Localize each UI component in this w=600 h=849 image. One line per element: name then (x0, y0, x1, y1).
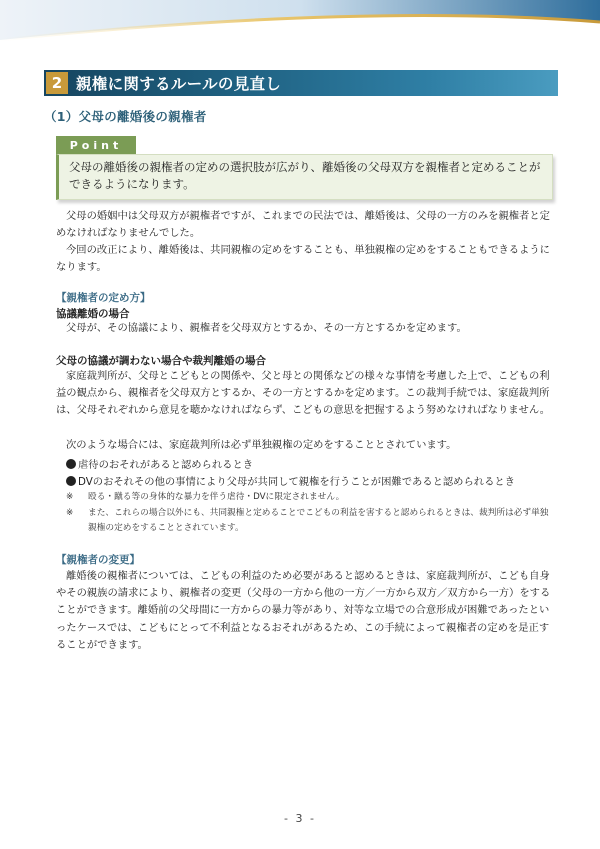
page-number: - 3 - (284, 812, 316, 825)
section-number-badge: 2 (46, 72, 68, 94)
intro-paragraph-2: 今回の改正により、離婚後は、共同親権の定めをすることも、単独親権の定めをすることもできるようになります。 (56, 244, 550, 274)
sole-custody-cases-intro: 次のような場合には、家庭裁判所は必ず単独親権の定めをすることとされています。 (66, 439, 457, 451)
intro-paragraph-1: 父母の婚姻中は父母双方が親権者ですが、これまでの民法では、離婚後は、父母の一方のみを親権者と定めなければなりませんでした。 (56, 210, 550, 240)
bullet-dot-icon (66, 459, 76, 469)
determination-heading: 【親権者の定め方】 (56, 292, 151, 304)
note-item: ※ 殴る・蹴る等の身体的な暴力を伴う虐待・DVに限定されません。 (66, 492, 345, 502)
subsection-title: （1）父母の離婚後の親権者 (44, 109, 207, 124)
change-heading: 【親権者の変更】 (56, 554, 140, 566)
court-divorce-title: 父母の協議が調わない場合や裁判離婚の場合 (56, 355, 266, 367)
agreement-divorce-text: 父母が、その協議により、親権者を父母双方とするか、その一方とするかを定めます。 (66, 322, 467, 334)
bullet-item: 虐待のおそれがあると認められるとき (66, 456, 253, 471)
point-label: Point (56, 136, 136, 154)
bullet-dot-icon (66, 476, 76, 486)
bullet-item: DVのおそれその他の事情により父母が共同して親権を行うことが困難であると認められるとき (66, 473, 515, 488)
agreement-divorce-title: 協議離婚の場合 (56, 308, 130, 320)
change-paragraph: 離婚後の親権者については、こどもの利益のため必要があると認めるときは、家庭裁判所が、こども自身やその親族の請求により、親権者の変更（父母の一方から他の一方／一方から双方／双方から一方）をすることができます。離婚前の父母間に一方からの暴力等があり、対等な立場での合意形成が困難であったといったケースでは、こどもにとって不利益となるおそれがあるため、この手続によって親権者の定めを是正することができます。 (56, 570, 551, 651)
court-divorce-paragraph: 家庭裁判所が、父母とこどもとの関係や、父と母との関係などの様々な事情を考慮した上で、こどもの利益の観点から、親権者を父母双方とするか、その一方とするかを定めます。この裁判手続では、家庭裁判所は、父母それぞれから意見を聴かなければならず、こどもの意思を把握するよう努めなければなりません。 (56, 370, 551, 417)
top-banner (0, 0, 600, 48)
section-header (44, 70, 558, 96)
point-box: 父母の離婚後の親権者の定めの選択肢が広がり、離婚後の父母双方を親権者と定めることができるようになります。 (56, 154, 553, 200)
section-title: 親権に関するルールの見直し (76, 75, 282, 93)
note-item: ※ また、これらの場合以外にも、共同親権と定めることでこどもの利益を害すると認められるときは、裁判所は必ず単独親権の定めをすることとされています。 (66, 508, 549, 533)
